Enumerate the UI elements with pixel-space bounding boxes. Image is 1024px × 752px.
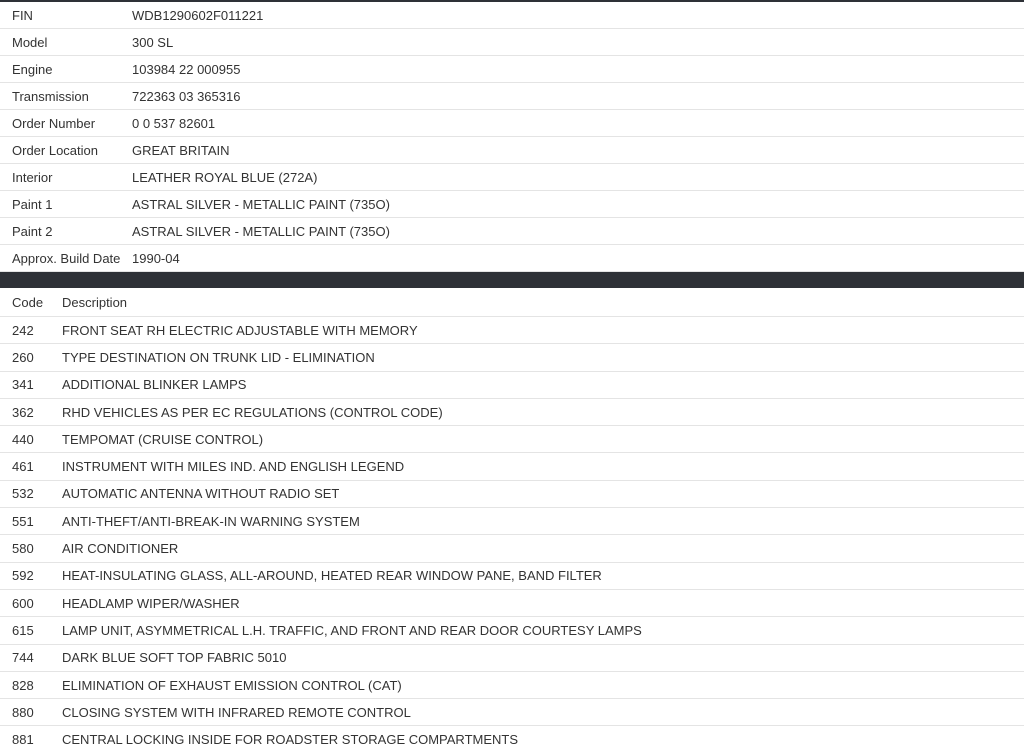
spec-value: ASTRAL SILVER - METALLIC PAINT (735O) bbox=[132, 196, 390, 212]
option-code: 881 bbox=[12, 732, 34, 748]
option-description: TYPE DESTINATION ON TRUNK LID - ELIMINATION bbox=[62, 349, 375, 365]
option-code: 615 bbox=[12, 622, 34, 638]
option-description: FRONT SEAT RH ELECTRIC ADJUSTABLE WITH MEMORY bbox=[62, 322, 418, 338]
spec-value: WDB1290602F011221 bbox=[132, 7, 264, 23]
option-description: HEAT-INSULATING GLASS, ALL-AROUND, HEATED REAR WINDOW PANE, BAND FILTER bbox=[62, 568, 602, 584]
spec-value: ASTRAL SILVER - METALLIC PAINT (735O) bbox=[132, 223, 390, 239]
spec-value: LEATHER ROYAL BLUE (272A) bbox=[132, 169, 318, 185]
spec-label: Engine bbox=[12, 61, 53, 77]
spec-label: Model bbox=[12, 34, 48, 50]
spec-value: 722363 03 365316 bbox=[132, 88, 241, 104]
option-code: 440 bbox=[12, 431, 34, 447]
table-row bbox=[0, 399, 1024, 426]
option-description: DARK BLUE SOFT TOP FABRIC 5010 bbox=[62, 650, 287, 666]
table-row bbox=[0, 426, 1024, 453]
table-row bbox=[0, 110, 1024, 137]
spec-label: Paint 1 bbox=[12, 196, 53, 212]
table-row bbox=[0, 699, 1024, 726]
option-code: 600 bbox=[12, 595, 34, 611]
table-row bbox=[0, 481, 1024, 508]
table-row bbox=[0, 317, 1024, 344]
option-description: ADDITIONAL BLINKER LAMPS bbox=[62, 377, 247, 393]
table-row bbox=[0, 83, 1024, 110]
table-row bbox=[0, 726, 1024, 752]
table-row bbox=[0, 590, 1024, 617]
vehicle-details-table bbox=[0, 2, 1024, 272]
spec-value: GREAT BRITAIN bbox=[132, 142, 230, 158]
option-code: 362 bbox=[12, 404, 34, 420]
spec-value: 0 0 537 82601 bbox=[132, 115, 216, 131]
option-code: 551 bbox=[12, 513, 34, 529]
option-description: ELIMINATION OF EXHAUST EMISSION CONTROL (CAT) bbox=[62, 677, 402, 693]
table-row bbox=[0, 672, 1024, 699]
table-row bbox=[0, 218, 1024, 245]
spec-value: 1990-04 bbox=[132, 250, 180, 266]
spec-label: Approx. Build Date bbox=[12, 250, 121, 266]
option-code: 260 bbox=[12, 349, 34, 365]
spec-value: 103984 22 000955 bbox=[132, 61, 241, 77]
spec-label: Order Location bbox=[12, 142, 98, 158]
option-code: 828 bbox=[12, 677, 34, 693]
table-row bbox=[0, 645, 1024, 672]
option-code: 341 bbox=[12, 377, 34, 393]
equipment-code-rows bbox=[0, 317, 1024, 752]
option-code: 532 bbox=[12, 486, 34, 502]
option-code: 242 bbox=[12, 322, 34, 338]
spec-label: Transmission bbox=[12, 88, 89, 104]
option-description: ANTI-THEFT/ANTI-BREAK-IN WARNING SYSTEM bbox=[62, 513, 360, 529]
spec-value: 300 SL bbox=[132, 34, 174, 50]
option-description: CLOSING SYSTEM WITH INFRARED REMOTE CONTROL bbox=[62, 704, 411, 720]
option-description: AUTOMATIC ANTENNA WITHOUT RADIO SET bbox=[62, 486, 340, 502]
spec-label: Paint 2 bbox=[12, 223, 53, 239]
code-column-header: Code bbox=[12, 294, 44, 310]
table-row bbox=[0, 372, 1024, 399]
table-header-row bbox=[0, 288, 1024, 317]
table-row bbox=[0, 137, 1024, 164]
option-code: 592 bbox=[12, 568, 34, 584]
spec-label: Order Number bbox=[12, 115, 96, 131]
option-description: CENTRAL LOCKING INSIDE FOR ROADSTER STORAGE COMPARTMENTS bbox=[62, 732, 519, 748]
option-description: RHD VEHICLES AS PER EC REGULATIONS (CONTROL CODE) bbox=[62, 404, 443, 420]
option-code: 744 bbox=[12, 650, 34, 666]
spec-label: FIN bbox=[12, 7, 33, 23]
table-row bbox=[0, 191, 1024, 218]
table-row bbox=[0, 29, 1024, 56]
table-row bbox=[0, 56, 1024, 83]
table-row bbox=[0, 617, 1024, 644]
spec-label: Interior bbox=[12, 169, 53, 185]
option-description: AIR CONDITIONER bbox=[62, 541, 179, 557]
table-row bbox=[0, 563, 1024, 590]
option-description: HEADLAMP WIPER/WASHER bbox=[62, 595, 240, 611]
table-row bbox=[0, 508, 1024, 535]
table-row bbox=[0, 2, 1024, 29]
equipment-codes-table bbox=[0, 288, 1024, 752]
option-code: 880 bbox=[12, 704, 34, 720]
table-row bbox=[0, 535, 1024, 562]
option-description: TEMPOMAT (CRUISE CONTROL) bbox=[62, 431, 264, 447]
option-code: 461 bbox=[12, 459, 34, 475]
option-description: LAMP UNIT, ASYMMETRICAL L.H. TRAFFIC, AND FRONT AND REAR DOOR COURTESY LAMPS bbox=[62, 622, 642, 638]
table-row bbox=[0, 344, 1024, 371]
table-row bbox=[0, 164, 1024, 191]
description-column-header: Description bbox=[62, 294, 128, 310]
option-description: INSTRUMENT WITH MILES IND. AND ENGLISH LEGEND bbox=[62, 459, 405, 475]
section-divider-bar bbox=[0, 272, 1024, 288]
table-row bbox=[0, 453, 1024, 480]
option-code: 580 bbox=[12, 541, 34, 557]
table-row bbox=[0, 245, 1024, 272]
